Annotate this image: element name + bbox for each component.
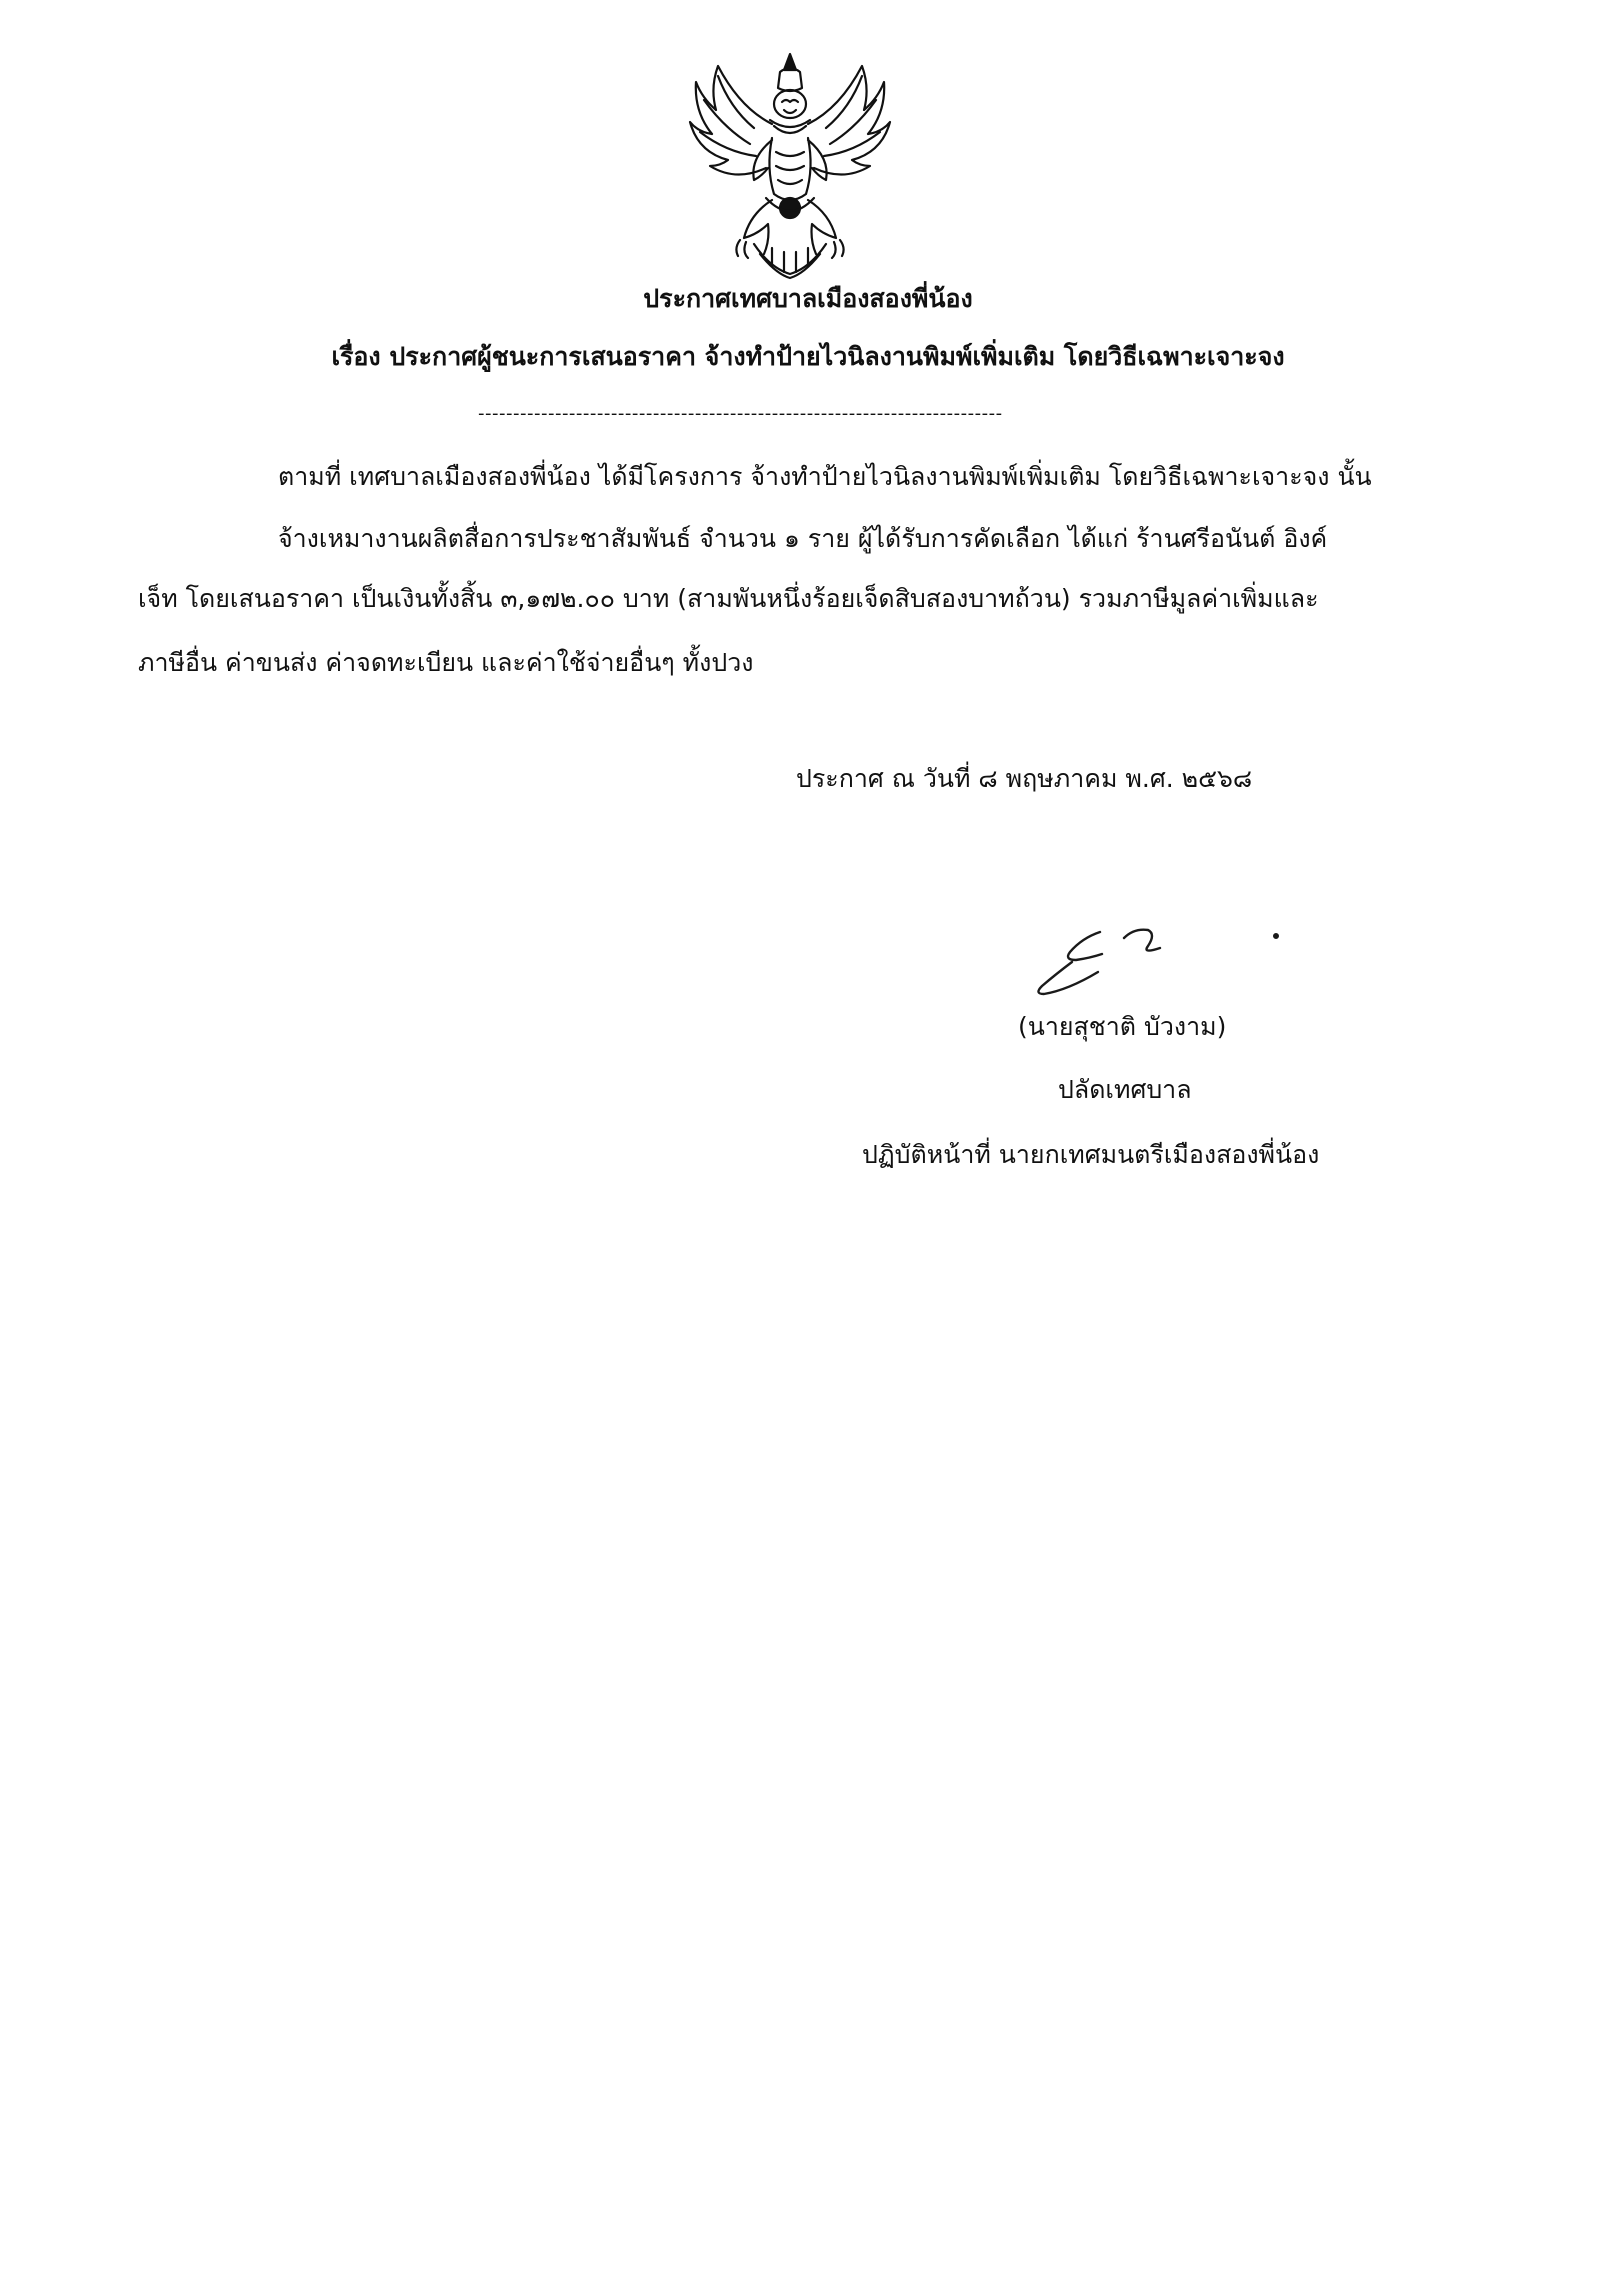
garuda-emblem-icon [680,48,900,280]
separator-line: --------------------------------------------------------------------------- [478,404,1003,424]
body-paragraph-line: จ้างเหมางานผลิตสื่อการประชาสัมพันธ์ จำนวน ๑ ราย ผู้ได้รับการคัดเลือก ได้แก่ ร้านศรีอนันต์ อิงค์ [278,524,1328,553]
handwritten-signature [1016,908,1316,1003]
signatory-name: (นายสุชาติ บัวงาม) [1018,1012,1227,1041]
body-paragraph-line: เจ็ท โดยเสนอราคา เป็นเงินทั้งสิ้น ๓,๑๗๒.๐๐ บาท (สามพันหนึ่งร้อยเจ็ดสิบสองบาทถ้วน) รวมภาษีมูลค่าเพิ่มและ [138,584,1319,613]
announcement-date: ประกาศ ณ วันที่ ๘ พฤษภาคม พ.ศ. ๒๕๖๘ [796,764,1253,793]
signatory-acting-position: ปฏิบัติหน้าที่ นายกเทศมนตรีเมืองสองพี่น้อง [862,1140,1320,1169]
announcement-subject: เรื่อง ประกาศผู้ชนะการเสนอราคา จ้างทำป้ายไวนิลงานพิมพ์เพิ่มเติม โดยวิธีเฉพาะเจาะจง [331,342,1285,371]
body-paragraph-line: ตามที่ เทศบาลเมืองสองพี่น้อง ได้มีโครงการ จ้างทำป้ายไวนิลงานพิมพ์เพิ่มเติม โดยวิธีเฉพาะเจาะจง นั้น [278,462,1372,491]
body-paragraph-line: ภาษีอื่น ค่าขนส่ง ค่าจดทะเบียน และค่าใช้จ่ายอื่นๆ ทั้งปวง [138,648,754,677]
announcement-issuer: ประกาศเทศบาลเมืองสองพี่น้อง [643,284,973,313]
signatory-position: ปลัดเทศบาล [1058,1075,1192,1104]
